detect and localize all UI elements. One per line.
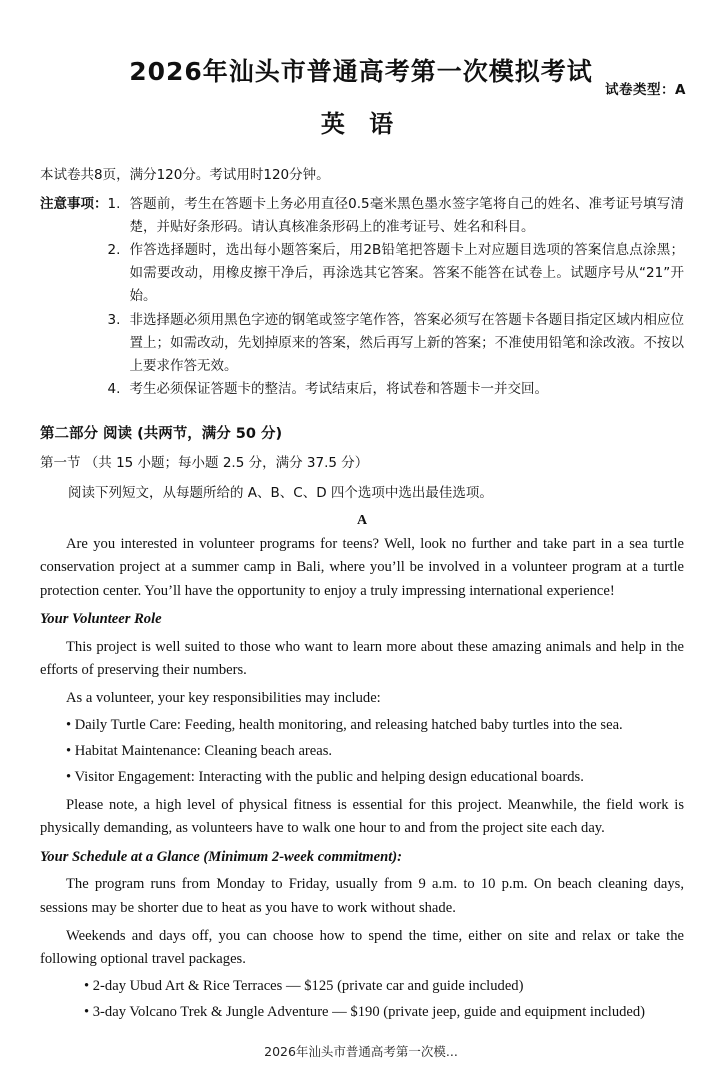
- page-footer: [0, 1042, 722, 1063]
- list-item: • Visitor Engagement: Interacting with the public and helping design educational boards.: [66, 769, 584, 786]
- passage-subheading-schedule: Your Schedule at a Glance (Minimum 2-week commitment):: [40, 849, 402, 866]
- notice-number: 3.: [107, 311, 121, 328]
- passage-letter: A: [356, 512, 368, 528]
- notice-text: 答题前，考生在答题卡上务必用直径0.5毫米黑色墨水签字笔将自己的姓名、准考证号填写清楚，并贴好条形码。请认真核准条形码上的准考证号、姓名和科目。: [129, 195, 684, 235]
- responsibilities-lead: As a volunteer, your key responsibilities may include:: [66, 690, 381, 707]
- passage-subheading-role: Your Volunteer Role: [40, 611, 162, 628]
- exam-intro-line: 本试卷共8页，满分120分。考试用时120分钟。: [40, 167, 330, 183]
- part-heading: 第二部分 阅读 (共两节，满分 50 分): [40, 425, 283, 442]
- list-item: [108, 239, 685, 309]
- list-item: [108, 309, 685, 379]
- list-item: • 3-day Volcano Trek & Jungle Adventure — $190 (private jeep, guide and equipment included): [84, 1004, 646, 1021]
- fitness-note-paragraph: Please note, a high level of physical fitness is essential for this project. Meanwhile, the field work is physically demanding, as volunteers have to walk one hour to and from the project site each day.: [40, 796, 684, 837]
- list-item: • 2-day Ubud Art & Rice Terraces — $125 (private car and guide included): [84, 977, 524, 994]
- notice-list: [108, 193, 685, 402]
- document-body: [0, 165, 722, 1025]
- schedule-paragraph: The program runs from Monday to Friday, usually from 9 a.m. to 10 p.m. On beach cleaning days, sessions may be shorter due to heat as you have to work without shade.: [40, 876, 684, 917]
- notice-number: 4.: [107, 381, 121, 398]
- notice-text: 作答选择题时，选出每小题答案后，用2B铅笔把答题卡上对应题目选项的答案信息点涂黑；如需要改动，用橡皮擦干净后，再涂选其它答案。答案不能答在试卷上。试题序号从“21”开始。: [129, 242, 684, 305]
- notice-text: 考生必须保证答题卡的整洁。考试结束后，将试卷和答题卡一并交回。: [129, 381, 548, 398]
- exam-paper-page: [0, 52, 722, 1077]
- subject-title: 英 语: [320, 110, 402, 138]
- page-title: 2026年汕头市普通高考第一次模拟考试: [129, 57, 593, 86]
- passage-role-paragraph: This project is well suited to those who want to learn more about these amazing animals and help in the efforts of preserving their numbers.: [40, 638, 684, 679]
- notice-text: 非选择题必须用黑色字迹的钢笔或签字笔作答，答案必须写在答题卡各题目指定区域内相应位置上；如需改动，先划掉原来的答案，然后再写上新的答案；不准使用铅笔和涂改液。不按以上要求作答无效。: [129, 311, 684, 375]
- passage-intro-paragraph: Are you interested in volunteer programs for teens? Well, look no further and take part in a sea turtle conservation project at a summer camp in Bali, where you’ll be involved in a volunteer program at a turtle protection center. You’ll have the opportunity to enjoy a truly impressing international experience!: [40, 535, 684, 599]
- list-item: • Habitat Maintenance: Cleaning beach areas.: [66, 743, 333, 760]
- notice-number: 2.: [107, 242, 121, 259]
- section-instruction: 阅读下列短文，从每题所给的 A、B、C、D 四个选项中选出最佳选项。: [68, 484, 493, 501]
- section-one-heading: 第一节 （共 15 小题；每小题 2.5 分，满分 37.5 分）: [40, 454, 369, 471]
- weekend-paragraph: Weekends and days off, you can choose how to spend the time, either on site and relax or take the following optional travel packages.: [40, 927, 684, 968]
- list-item: • Daily Turtle Care: Feeding, health monitoring, and releasing hatched baby turtles into the sea.: [66, 716, 623, 733]
- footer-text: 2026年汕头市普通高考第一次模...: [264, 1044, 458, 1059]
- notice-label: 注意事项：: [40, 195, 108, 212]
- notice-number: 1.: [107, 195, 121, 212]
- list-item: [108, 193, 685, 239]
- list-item: [108, 378, 685, 401]
- paper-type-label: 试卷类型：A: [605, 82, 686, 98]
- notice-block: [40, 193, 684, 402]
